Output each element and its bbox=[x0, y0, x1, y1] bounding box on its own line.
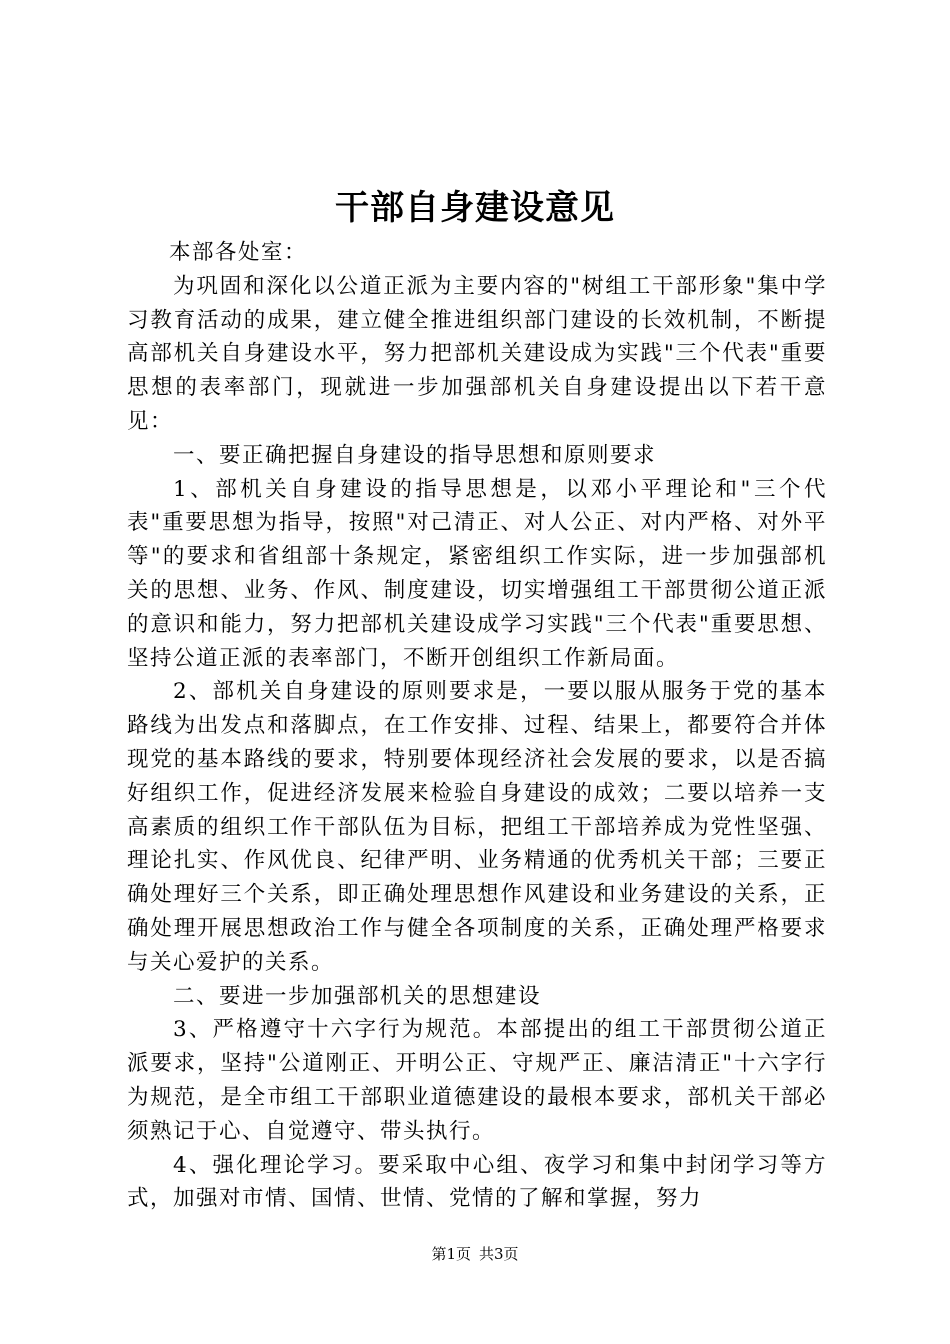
page-total: 共3页 bbox=[479, 1245, 519, 1263]
paragraph-item-4: 4、强化理论学习。要采取中心组、夜学习和集中封闭学习等方式，加强对市情、国情、世情、党情的了解和掌握，努力 bbox=[127, 1152, 827, 1212]
page-footer bbox=[0, 1244, 950, 1264]
paragraph-item-3: 3、严格遵守十六字行为规范。本部提出的组工干部贯彻公道正派要求，坚持"公道刚正、开明公正、守规严正、廉洁清正"十六字行为规范，是全市组工干部职业道德建设的最根本要求，部机关干部必须熟记于心、自觉遵守、带头执行。 bbox=[127, 1017, 827, 1144]
section-heading-2: 二、要进一步加强部机关的思想建设 bbox=[173, 983, 542, 1009]
document-body bbox=[127, 236, 827, 1216]
document-title: 干部自身建设意见 bbox=[335, 188, 615, 228]
paragraph-intro: 为巩固和深化以公道正派为主要内容的"树组工干部形象"集中学习教育活动的成果，建立健全推进组织部门建设的长效机制，不断提高部机关自身建设水平，努力把部机关建设成为实践"三个代表"重要思想的表率部门，现就进一步加强部机关自身建设提出以下若干意见： bbox=[127, 273, 827, 434]
salutation: 本部各处室： bbox=[169, 240, 308, 265]
section-heading-1: 一、要正确把握自身建设的指导思想和原则要求 bbox=[173, 442, 657, 468]
paragraph-item-1: 1、部机关自身建设的指导思想是，以邓小平理论和"三个代表"重要思想为指导，按照"对己清正、对人公正、对内严格、对外平等"的要求和省组部十条规定，紧密组织工作实际，进一步加强部机关的思想、业务、作风、制度建设，切实增强组工干部贯彻公道正派的意识和能力，努力把部机关建设成学习实践"三个代表"重要思想、坚持公道正派的表率部门，不断开创组织工作新局面。 bbox=[127, 476, 827, 671]
page-number: 第1页 bbox=[431, 1245, 471, 1263]
paragraph-item-2: 2、部机关自身建设的原则要求是，一要以服从服务于党的基本路线为出发点和落脚点，在工作安排、过程、结果上，都要符合并体现党的基本路线的要求，特别要体现经济社会发展的要求，以是否搞好组织工作，促进经济发展来检验自身建设的成效；二要以培养一支高素质的组织工作干部队伍为目标，把组工干部培养成为党性坚强、理论扎实、作风优良、纪律严明、业务精通的优秀机关干部；三要正确处理好三个关系，即正确处理思想作风建设和业务建设的关系，正确处理开展思想政治工作与健全各项制度的关系，正确处理严格要求与关心爱护的关系。 bbox=[127, 679, 827, 975]
